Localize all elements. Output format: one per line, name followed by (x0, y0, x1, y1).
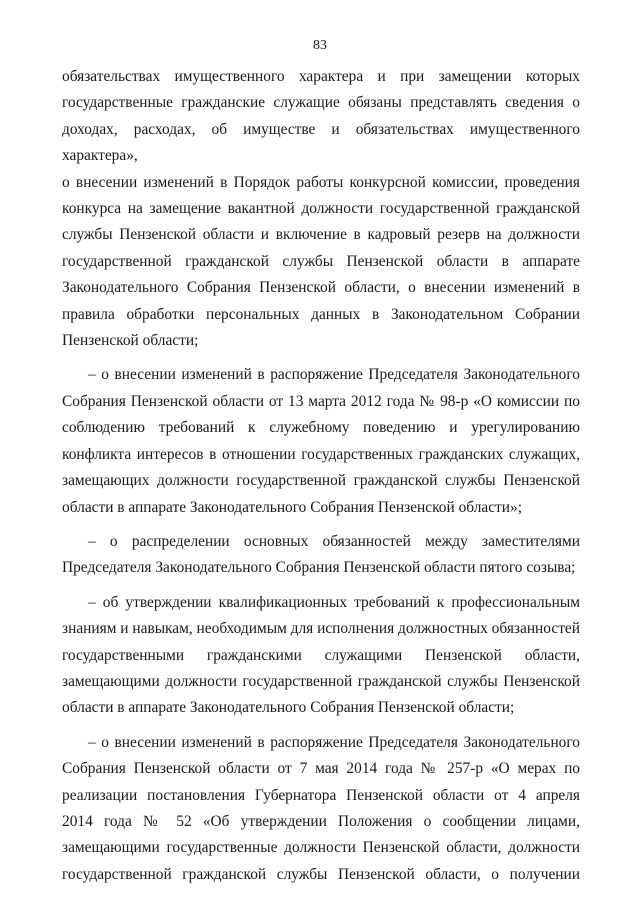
document-body (62, 64, 580, 888)
text-line: Пензенской области; (62, 332, 199, 350)
paragraph-item (62, 730, 580, 888)
text-line: – о внесении изменений в распоряжение Председателя Законодательного (88, 733, 580, 751)
text-line: конкурса на замещение вакантной должности государственной гражданской (62, 200, 580, 218)
text-line: области в аппарате Законодательного Собрания Пензенской области; (62, 699, 515, 717)
text-line: – о внесении изменений в распоряжение Председателя Законодательного (88, 366, 580, 384)
text-line: реализации постановления Губернатора Пензенской области от 4 апреля (62, 786, 580, 804)
text-line: государственными гражданскими служащими Пензенской области, (62, 646, 580, 664)
text-line: Законодательного Собрания Пензенской области, о внесении изменений в (62, 279, 580, 297)
text-line: правила обработки персональных данных в Законодательном Собрании (62, 305, 580, 323)
text-line: области в аппарате Законодательного Собрания Пензенской области»; (62, 498, 522, 516)
text-line: государственной гражданской службы Пензенской области в аппарате (62, 252, 580, 270)
text-line: службы Пензенской области и включение в кадровый резерв на должности (62, 226, 580, 244)
text-line: Собрания Пензенской области от 7 мая 2014 года № 257-р «О мерах по (62, 760, 580, 778)
text-line: о внесении изменений в Порядок работы конкурсной комиссии, проведения (62, 173, 580, 191)
text-line: Собрания Пензенской области от 13 марта 2012 года № 98-р «О комиссии по (62, 392, 580, 410)
paragraph-item (62, 362, 580, 520)
text-line: государственной гражданской службы Пензенской области, о получении (62, 865, 580, 883)
paragraph-item (62, 529, 580, 582)
paragraph-continuation (62, 64, 580, 354)
text-line: 2014 года № 52 «Об утверждении Положения о сообщении лицами, (62, 812, 580, 830)
text-line: доходах, расходах, об имуществе и обязательствах имущественного характера», (62, 120, 580, 165)
text-line: замещающих должности государственной гражданской службы Пензенской (62, 472, 580, 490)
text-line: конфликта интересов в отношении государственных гражданских служащих, (62, 445, 580, 463)
paragraph-item (62, 590, 580, 722)
text-line: знаниям и навыкам, необходимым для исполнения должностных обязанностей (62, 620, 580, 638)
text-line: Председателя Законодательного Собрания Пензенской области пятого созыва; (62, 559, 576, 577)
text-line: замещающими должности государственной гражданской службы Пензенской (62, 672, 580, 690)
text-line: – об утверждении квалификационных требований к профессиональным (88, 593, 580, 611)
text-line: замещающими государственные должности Пензенской области, должности (62, 839, 580, 857)
text-line: соблюдению требований к служебному поведению и урегулированию (62, 419, 580, 437)
text-line: государственные гражданские служащие обязаны представлять сведения о (62, 94, 580, 112)
text-line: обязательствах имущественного характера и при замещении которых (62, 68, 580, 85)
page-number: 83 (313, 38, 327, 53)
text-line: – о распределении основных обязанностей между заместителями (88, 532, 580, 550)
